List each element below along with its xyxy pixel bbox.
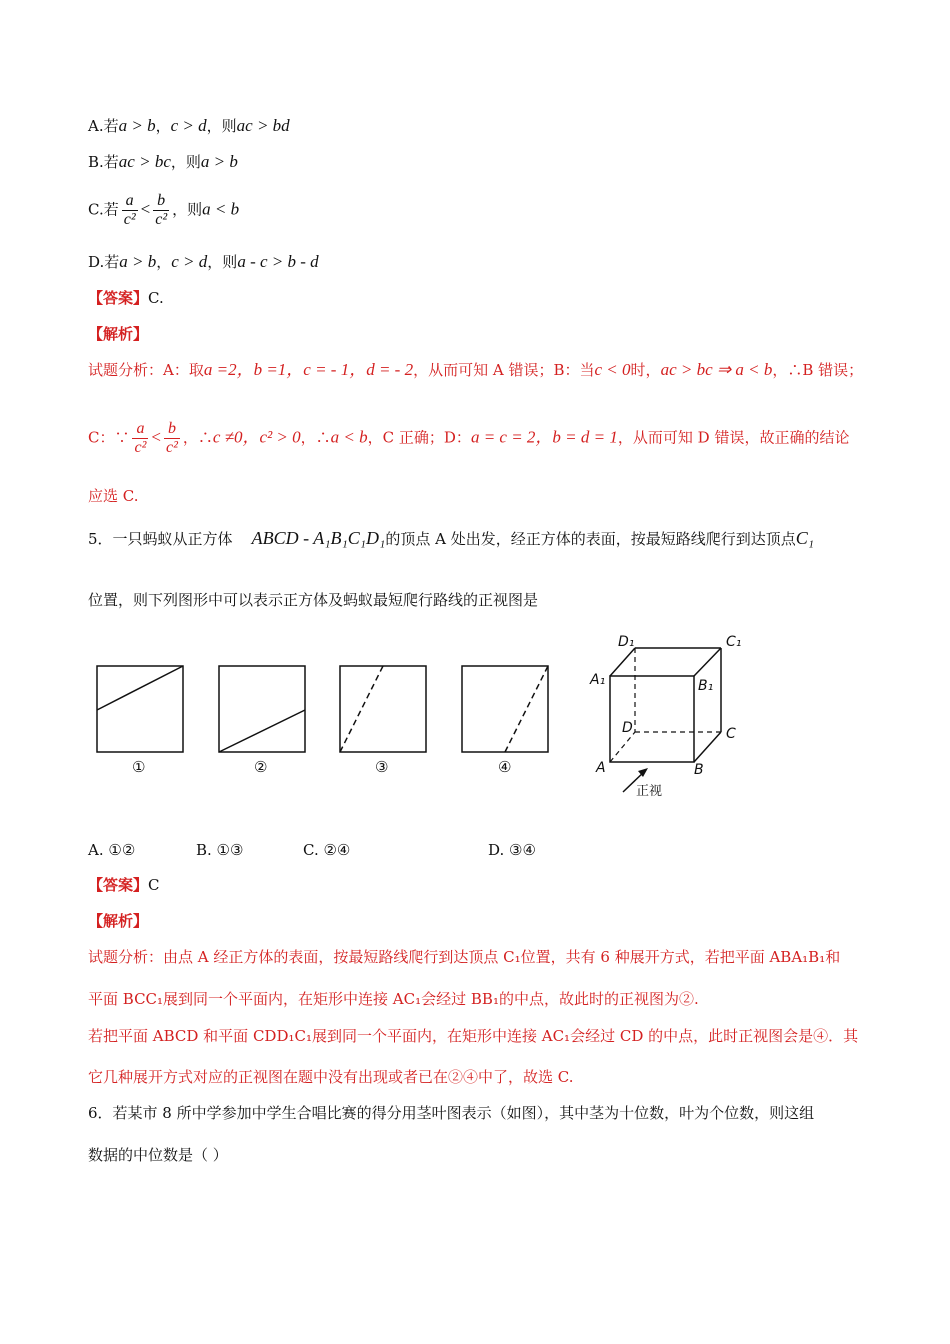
cube-label-a1: A₁ bbox=[590, 672, 606, 688]
views-and-cube-figure bbox=[80, 630, 760, 800]
option-d: D.若a > b，c > d，则a - c > b - d bbox=[88, 252, 319, 271]
front-view-2 bbox=[219, 666, 305, 752]
q5-option-a: A. ①② bbox=[88, 841, 136, 859]
front-view-4 bbox=[462, 666, 548, 752]
q5-explanation-2: 平面 BCC₁展到同一个平面内，在矩形中连接 AC₁会经过 BB₁的中点，故此时的正视图为②. bbox=[88, 990, 699, 1008]
q4-explanation-1: 试题分析：A：取a =2，b =1，c = - 1，d = - 2，从而可知 A 错误；B：当c < 0时，ac > bc ⇒ a < b，∴B 错误； bbox=[88, 360, 864, 379]
q5-option-b: B. ①③ bbox=[196, 841, 244, 859]
q5-figures bbox=[80, 630, 760, 800]
q6-stem-1: 6．若某市 8 所中学参加中学生合唱比赛的得分用茎叶图表示（如图），其中茎为十位数，叶为个位数，则这组 bbox=[88, 1104, 815, 1122]
q4-analysis-label: 【解析】 bbox=[88, 325, 149, 343]
q4-explanation-2: C：∵ $\frac{a}{\text{c²}}$ < $\frac{b}{\text{c²}}$ ，∴c ≠0，c² > 0，∴a < b，C 正确；D：a = c = 2，b = d = 1，从而可知 D 错误，故正确的结论 bbox=[88, 420, 850, 456]
q6-stem-2: 数据的中位数是（ ） bbox=[88, 1146, 228, 1164]
q5-option-c: C. ②④ bbox=[303, 841, 351, 859]
cube-label-c: C bbox=[726, 726, 736, 742]
figure-label-3: ③ bbox=[375, 758, 389, 776]
cube-label-b: B bbox=[694, 762, 704, 778]
front-view-1 bbox=[97, 666, 183, 752]
cube-label-d1: D₁ bbox=[618, 634, 635, 650]
q5-stem-1: 5．一只蚂蚁从正方体 ABCD - A₁B₁C₁D₁的顶点 A 处出发，经正方体的表面，按最短路线爬行到达顶点C₁ bbox=[88, 528, 814, 548]
q5-explanation-1: 试题分析：由点 A 经正方体的表面，按最短路线爬行到达顶点 C₁位置，共有 6 种展开方式，若把平面 ABA₁B₁和 bbox=[88, 948, 841, 966]
option-c: C.若 $\frac{a}{\text{c²}}$ < $\frac{b}{\text{c²}}$ ，则a < b bbox=[88, 192, 240, 228]
cube-label-b1: B₁ bbox=[698, 678, 714, 694]
q4-answer: 【答案】C. bbox=[88, 289, 164, 307]
q5-explanation-3: 若把平面 ABCD 和平面 CDD₁C₁展到同一个平面内，在矩形中连接 AC₁会经过 CD 的中点，此时正视图会是④．其 bbox=[88, 1027, 859, 1045]
front-view-3 bbox=[340, 666, 426, 752]
figure-label-2: ② bbox=[254, 758, 268, 776]
option-b: B.若ac > bc，则a > b bbox=[88, 152, 238, 171]
q5-answer: 【答案】C bbox=[88, 876, 160, 894]
q5-stem-2: 位置，则下列图形中可以表示正方体及蚂蚁最短爬行路线的正视图是 bbox=[88, 591, 539, 609]
q4-explanation-3: 应选 C. bbox=[88, 487, 139, 505]
figure-label-4: ④ bbox=[498, 758, 512, 776]
cube-label-c1: C₁ bbox=[726, 634, 742, 650]
cube-label-d: D bbox=[622, 720, 633, 736]
figure-label-1: ① bbox=[132, 758, 146, 776]
q5-option-d: D. ③④ bbox=[488, 841, 536, 859]
option-a: A.若a > b，c > d，则ac > bd bbox=[88, 116, 290, 135]
cube-label-a: A bbox=[596, 760, 606, 776]
q5-analysis-label: 【解析】 bbox=[88, 912, 149, 930]
front-view-arrow-label: 正视 bbox=[636, 784, 663, 799]
q5-explanation-4: 它几种展开方式对应的正视图在题中没有出现或者已在②④中了，故选 C. bbox=[88, 1068, 574, 1086]
